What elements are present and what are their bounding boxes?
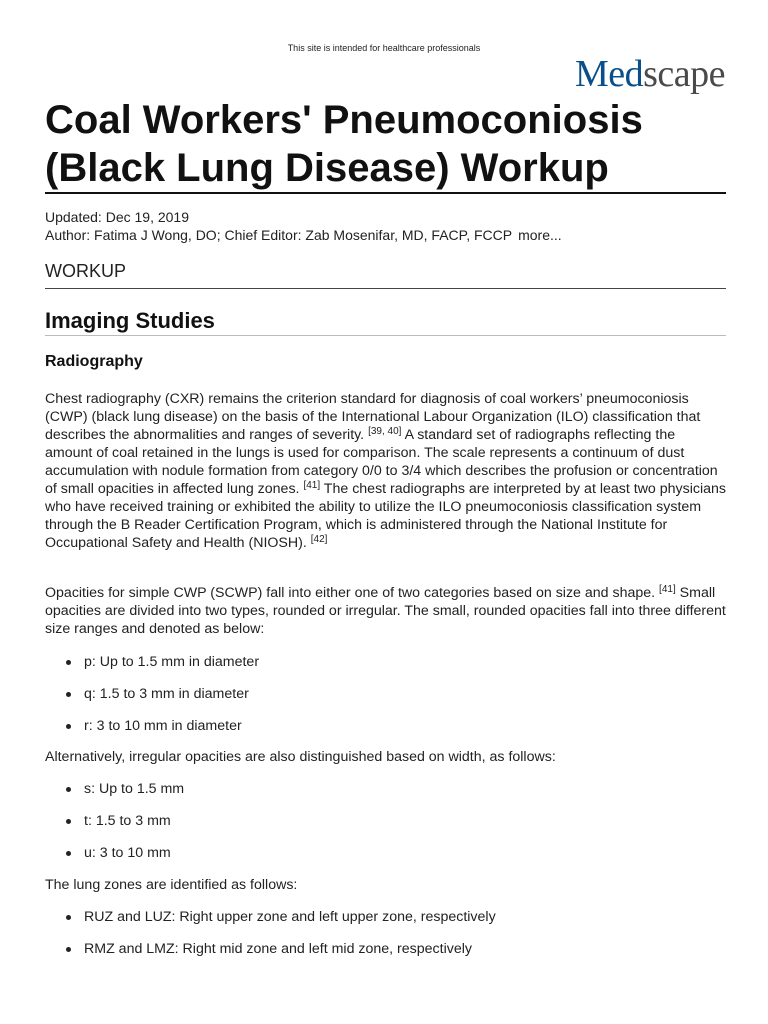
rounded-opacity-list — [45, 653, 726, 749]
paragraph-opacities — [45, 584, 726, 638]
professional-notice: This site is intended for healthcare professionals — [287, 43, 481, 53]
paragraph2-text-1: Opacities for simple CWP (SCWP) fall into either one of two categories based on size and shape. — [45, 585, 656, 601]
paragraph1-text-3: The chest radiographs are interpreted by at least two physicians who have received training or exhibited the ability to utilize the ILO pneumoconiosis classification system through the B Reader Certification Program, which is administered through the National Institute for Occupational Safety and Health (NIOSH). — [45, 481, 727, 551]
page-title: Coal Workers' Pneumoconiosis (Black Lung Disease) Workup — [45, 98, 643, 190]
section-divider — [45, 288, 726, 289]
subsection-heading: Radiography — [45, 353, 143, 370]
list-item: s: Up to 1.5 mm — [45, 780, 726, 812]
reference-link[interactable]: [39, 40] — [368, 426, 402, 437]
list-item: p: Up to 1.5 mm in diameter — [45, 653, 726, 685]
section-heading: Imaging Studies — [45, 308, 215, 333]
irregular-opacity-list — [45, 780, 726, 876]
more-authors-link[interactable]: more... — [518, 227, 562, 243]
updated-date: Updated: Dec 19, 2019 — [45, 209, 189, 225]
section-label: WORKUP — [45, 261, 126, 281]
paragraph-radiography — [45, 390, 726, 552]
reference-link[interactable]: [42] — [310, 534, 328, 545]
article-meta — [45, 208, 562, 244]
paragraph2-text-2: Small opacities are divided into two types, rounded or irregular. The small, rounded opacities fall into three different size ranges and denoted as below: — [45, 585, 726, 637]
medscape-logo[interactable] — [575, 54, 725, 94]
logo-part-med: Med — [574, 53, 644, 95]
list-item: RUZ and LUZ: Right upper zone and left upper zone, respectively — [45, 908, 726, 940]
lung-zones-list — [45, 908, 726, 972]
reference-link[interactable]: [41] — [659, 584, 676, 595]
list-item: RMZ and LMZ: Right mid zone and left mid zone, respectively — [45, 940, 726, 972]
title-divider — [45, 192, 726, 194]
paragraph-lung-zones: The lung zones are identified as follows: — [45, 877, 298, 893]
list-item: u: 3 to 10 mm — [45, 844, 726, 876]
author-text: Author: Fatima J Wong, DO; Chief Editor: Zab Mosenifar, MD, FACP, FCCP — [45, 227, 513, 243]
logo-part-scape: scape — [643, 53, 725, 95]
reference-link[interactable]: [41] — [303, 480, 321, 491]
list-item: t: 1.5 to 3 mm — [45, 812, 726, 844]
author-line — [45, 226, 562, 244]
paragraph1-text-2: A standard set of radiographs reflecting the amount of coal retained in the lungs is used for comparison. The scale represents a continuum of dust accumulation with nodule formation from category 0/0 to 3/4 which describes the profusion or concentration of small opacities in affected lung zones. — [45, 427, 718, 497]
heading-divider — [45, 335, 726, 336]
paragraph1-text-1: Chest radiography (CXR) remains the criterion standard for diagnosis of coal workers’ pneumoconiosis (CWP) (black lung disease) on the basis of the International Labour Organization (ILO) classification that describes the abnormalities and ranges of severity. — [45, 391, 701, 443]
paragraph-irregular: Alternatively, irregular opacities are also distinguished based on width, as follows: — [45, 749, 556, 765]
list-item: r: 3 to 10 mm in diameter — [45, 717, 726, 749]
list-item: q: 1.5 to 3 mm in diameter — [45, 685, 726, 717]
